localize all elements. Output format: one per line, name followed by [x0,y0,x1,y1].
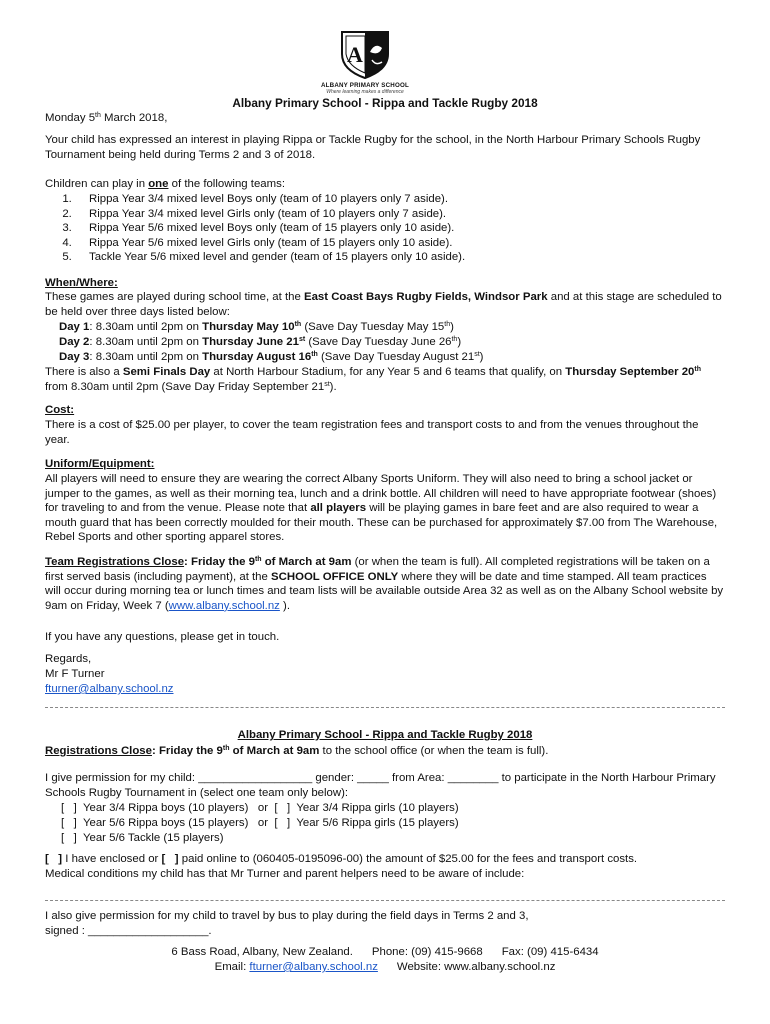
signer-email-row [45,682,725,697]
list-item: 3. Rippa Year 5/6 mixed level Boys only (team of 15 players only 10 aside). [75,221,755,236]
shield-crest-icon [336,28,394,80]
semi-finals-paragraph: There is also a Semi Finals Day at North Harbour Stadium, for any Year 5 and 6 teams that qualify, on Thursday September 20th from 8.30am until 2pm (Save Day Friday September 21st). [45,366,701,393]
day-1: Day 1: 8.30am until 2pm on Thursday May 10th (Save Day Tuesday May 15th) [59,321,454,333]
team-option-1[interactable]: [ ] Year 3/4 Rippa boys (10 players) or [ ] Year 3/4 Rippa girls (10 players) [61,802,459,814]
team-option-3[interactable]: [ ] Year 5/6 Tackle (15 players) [61,832,224,844]
signed-line[interactable]: signed : ___________________. [45,925,212,937]
letter-date: Monday 5th March 2018, [45,112,168,124]
footer-email-link[interactable]: fturner@albany.school.nz [249,961,378,973]
list-item: 4. Rippa Year 5/6 mixed level Girls only (team of 15 players only 10 aside). [75,236,755,251]
signer-email-link[interactable]: fturner@albany.school.nz [45,683,174,695]
school-name: ALBANY PRIMARY SCHOOL [321,82,409,89]
permission-paragraph: I give permission for my child: __________________ gender: _____ from Area: ________ to participate in the North Harbour Primary Schools Rugby Tournament in (select one team only below): [45,772,716,799]
teams-list [45,192,755,265]
day-3: Day 3: 8.30am until 2pm on Thursday August 16th (Save Day Tuesday August 21st) [59,351,484,363]
enclosed-checkbox[interactable]: [ ] [45,853,63,865]
bus-permission-line: I also give permission for my child to travel by bus to play during the field days in Terms 2 and 3, [45,910,529,922]
medical-line: Medical conditions my child has that Mr Turner and parent helpers need to be aware of include: [45,868,525,880]
payment-line: [ ] I have enclosed or [ ] paid online to (060405-0195096-00) the amount of $25.00 for the fees and transport costs. [45,853,638,865]
signer-name: Mr F Turner [45,668,105,680]
regards-line: Regards, [45,653,92,665]
list-item: 5. Tackle Year 5/6 mixed level and gender (team of 15 players only 10 aside). [75,250,755,265]
day-2: Day 2: 8.30am until 2pm on Thursday June 21st (Save Day Tuesday June 26th) [59,336,462,348]
school-website-link[interactable]: www.albany.school.nz [168,599,280,612]
medical-answer-line[interactable] [45,900,725,901]
cost-paragraph: There is a cost of $25.00 per player, to cover the team registration fees and transport costs to and from the venues throughout the year. [45,419,699,446]
list-item: 2. Rippa Year 3/4 mixed level Girls only (team of 10 players only 7 aside). [75,207,755,222]
logo-letter: A [347,42,363,67]
teams-intro: Children can play in one of the following teams: [45,178,285,190]
questions-line: If you have any questions, please get in touch. [45,631,280,643]
uniform-heading: Uniform/Equipment: [45,458,155,470]
form-close-line: Registrations Close: Friday the 9th of March at 9am to the school office (or when the team is full). [45,745,549,757]
letter-title: Albany Primary School - Rippa and Tackle Rugby 2018 [232,96,538,110]
footer-contact: Email: fturner@albany.school.nz Website: www.albany.school.nz [214,961,556,973]
school-tagline: Where learning makes a difference [326,89,404,95]
when-heading: When/Where: [45,277,118,289]
tear-off-divider [45,707,725,708]
cost-heading: Cost: [45,404,75,416]
list-item: 1. Rippa Year 3/4 mixed level Boys only (team of 10 players only 7 aside). [75,192,755,207]
form-title: Albany Primary School - Rippa and Tackle Rugby 2018 [237,729,533,741]
when-paragraph: These games are played during school time, at the East Coast Bays Rugby Fields, Windsor Park and at this stage are scheduled to be held over three days listed below: [45,291,722,318]
school-logo [300,28,430,95]
intro-paragraph: Your child has expressed an interest in playing Rippa or Tackle Rugby for the school, in the North Harbour Primary Schools Rugby Tournament being held during Terms 2 and 3 of 2018. [45,134,701,161]
registration-paragraph: Team Registrations Close: Friday the 9th of March at 9am (or when the team is full). All completed registrations will be taken on a first served basis (including payment), at the SCHOOL OFFICE ONLY where they will be date and time stamped. All team practices will occur during morning tea or lunch times and team lists will be available outside Area 32 as well as on the Albany School website by 9am on Friday, Week 7 (www.albany.school.nz ). [45,556,724,612]
team-option-2[interactable]: [ ] Year 5/6 Rippa boys (15 players) or [ ] Year 5/6 Rippa girls (15 players) [61,817,459,829]
uniform-paragraph: All players will need to ensure they are wearing the correct Albany Sports Uniform. They will also need to bring a school jacket or jumper to the games, as well as their morning tea, lunch and a drink bottle. All children will need to have appropriate footwear (shoes) for traveling to and from the venue. Please note that all players will be playing games in bare feet and are also required to wear a mouth guard that has been correctly moulded for their mouth. These can be purchased for approximately $7.00 from The Warehouse, Rebel Sports and other sporting apparel stores. [45,473,718,544]
paid-online-checkbox[interactable]: [ ] [161,853,179,865]
footer-address: 6 Bass Road, Albany, New Zealand. Phone: (09) 415-9668 Fax: (09) 415-6434 [171,946,599,958]
